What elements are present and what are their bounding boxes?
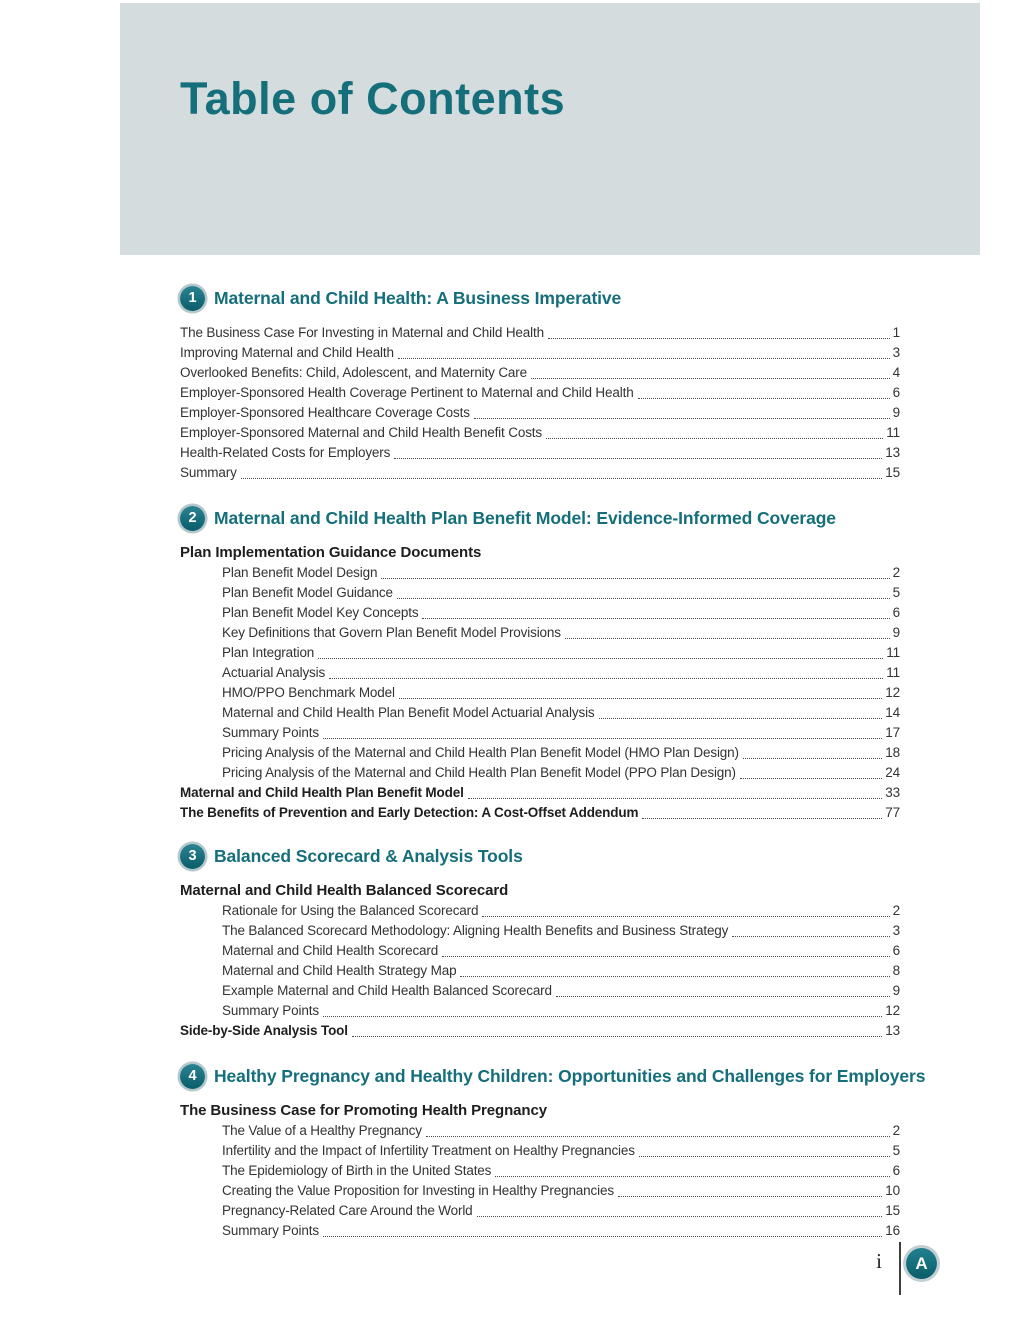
section-number-badge: 2 <box>180 506 205 531</box>
dot-leader <box>422 618 889 619</box>
toc-entry-page: 9 <box>892 983 900 998</box>
toc-entry <box>180 463 900 483</box>
toc-entry-label: Employer-Sponsored Maternal and Child Health Benefit Costs <box>180 425 542 440</box>
section-rows <box>180 1101 900 1241</box>
toc-entry-page: 3 <box>892 345 900 360</box>
toc-entry <box>180 1141 900 1161</box>
dot-leader <box>352 1036 882 1037</box>
toc-entry-page: 14 <box>885 705 900 720</box>
toc-entry-label: Maternal and Child Health Plan Benefit Model Actuarial Analysis <box>222 705 595 720</box>
toc-entry <box>180 683 900 703</box>
toc-entry <box>180 723 900 743</box>
toc-entry-label: Plan Benefit Model Design <box>222 565 378 580</box>
toc-entry-label: Creating the Value Proposition for Investing in Healthy Pregnancies <box>222 1183 614 1198</box>
toc-entry-label: Maternal and Child Health Scorecard <box>222 943 439 958</box>
toc-entry-page: 5 <box>892 1143 900 1158</box>
dot-leader <box>474 418 890 419</box>
toc-entry-label: Maternal and Child Health Plan Benefit Model <box>180 785 464 800</box>
dot-leader <box>565 638 890 639</box>
toc-entry-label: Plan Benefit Model Guidance <box>222 585 393 600</box>
toc-entry <box>180 783 900 803</box>
section-heading <box>180 843 900 869</box>
toc-entry <box>180 583 900 603</box>
dot-leader <box>743 758 882 759</box>
toc-entry-page: 11 <box>886 645 900 660</box>
toc-entry-page: 9 <box>892 625 900 640</box>
toc-entry <box>180 1021 900 1041</box>
footer-divider <box>899 1242 901 1295</box>
toc-entry-label: HMO/PPO Benchmark Model <box>222 685 395 700</box>
section-rows <box>180 881 900 1041</box>
toc-entry-label: The Benefits of Prevention and Early Detection: A Cost-Offset Addendum <box>180 805 639 820</box>
toc-entry-label: Pregnancy-Related Care Around the World <box>222 1203 473 1218</box>
toc-entry-label: Plan Integration <box>222 645 315 660</box>
dot-leader <box>556 996 890 997</box>
toc-entry-page: 1 <box>892 325 900 340</box>
dot-leader <box>426 1136 890 1137</box>
toc-entry <box>180 1121 900 1141</box>
toc-entry-label: Summary Points <box>222 725 319 740</box>
toc-section-1 <box>180 285 900 483</box>
dot-leader <box>397 598 890 599</box>
toc-entry <box>180 941 900 961</box>
toc-entry <box>180 1221 900 1241</box>
toc-entry <box>180 1001 900 1021</box>
toc-entry <box>180 563 900 583</box>
toc-entry-page: 18 <box>885 745 900 760</box>
toc-entry <box>180 1201 900 1221</box>
section-rows <box>180 323 900 483</box>
toc-entry <box>180 1161 900 1181</box>
section-number-badge: 1 <box>180 286 205 311</box>
section-heading <box>180 285 900 311</box>
toc-section-3 <box>180 843 900 1041</box>
toc-section-4 <box>180 1063 926 1241</box>
dot-leader <box>442 956 890 957</box>
toc-subheading: Plan Implementation Guidance Documents <box>180 544 482 561</box>
dot-leader <box>548 338 890 339</box>
toc-entry-page: 3 <box>892 923 900 938</box>
toc-entry <box>180 423 900 443</box>
toc-entry-label: Side-by-Side Analysis Tool <box>180 1023 348 1038</box>
toc-entry-label: Actuarial Analysis <box>222 665 326 680</box>
toc-entry-label: Infertility and the Impact of Infertility Treatment on Healthy Pregnancies <box>222 1143 635 1158</box>
toc-entry-page: 13 <box>885 445 900 460</box>
dot-leader <box>477 1216 883 1217</box>
dot-leader <box>329 678 883 679</box>
dot-leader <box>318 658 883 659</box>
toc-entry-label: Pricing Analysis of the Maternal and Child Health Plan Benefit Model (HMO Plan Design) <box>222 745 739 760</box>
toc-entry-label: Overlooked Benefits: Child, Adolescent, and Maternity Care <box>180 365 527 380</box>
toc-entry-label: Rationale for Using the Balanced Scorecard <box>222 903 479 918</box>
section-title: Maternal and Child Health Plan Benefit Model: Evidence-Informed Coverage <box>214 507 836 528</box>
dot-leader <box>642 818 882 819</box>
toc-subheading: Maternal and Child Health Balanced Scorecard <box>180 882 509 899</box>
dot-leader <box>599 718 883 719</box>
toc-subheading: The Business Case for Promoting Health Pregnancy <box>180 1102 547 1119</box>
toc-entry-page: 17 <box>885 725 900 740</box>
toc-entry <box>180 643 900 663</box>
toc-entry <box>180 363 900 383</box>
toc-entry-label: The Value of a Healthy Pregnancy <box>222 1123 422 1138</box>
toc-entry-page: 6 <box>892 1163 900 1178</box>
toc-entry <box>180 443 900 463</box>
section-title: Balanced Scorecard & Analysis Tools <box>214 845 523 866</box>
toc-entry-page: 2 <box>892 565 900 580</box>
dot-leader <box>546 438 883 439</box>
dot-leader <box>482 916 889 917</box>
toc-entry <box>180 343 900 363</box>
toc-entry <box>180 901 900 921</box>
toc-entry-page: 6 <box>892 385 900 400</box>
toc-entry <box>180 961 900 981</box>
toc-entry <box>180 703 900 723</box>
toc-entry <box>180 1181 900 1201</box>
toc-entry-label: Summary <box>180 465 237 480</box>
toc-entry-page: 33 <box>885 785 900 800</box>
section-number-badge: 4 <box>180 1064 205 1089</box>
dot-leader <box>618 1196 882 1197</box>
dot-leader <box>531 378 890 379</box>
toc-entry-page: 77 <box>885 805 900 820</box>
toc-entry-page: 15 <box>885 1203 900 1218</box>
toc-entry-label: The Balanced Scorecard Methodology: Aligning Health Benefits and Business Strategy <box>222 923 729 938</box>
toc-entry-page: 6 <box>892 605 900 620</box>
toc-entry-label: The Epidemiology of Birth in the United States <box>222 1163 492 1178</box>
dot-leader <box>638 398 890 399</box>
brand-logo-letter: A <box>915 1253 928 1273</box>
toc-entry-label: Summary Points <box>222 1003 319 1018</box>
toc-entry <box>180 603 900 623</box>
toc-entry-label: Employer-Sponsored Health Coverage Pertinent to Maternal and Child Health <box>180 385 634 400</box>
toc-entry-page: 10 <box>885 1183 900 1198</box>
toc-entry-page: 8 <box>892 963 900 978</box>
dot-leader <box>241 478 883 479</box>
footer-page-number: i <box>876 1249 882 1273</box>
toc-entry-page: 16 <box>885 1223 900 1238</box>
dot-leader <box>639 1156 890 1157</box>
toc-entry-page: 24 <box>885 765 900 780</box>
dot-leader <box>460 976 889 977</box>
brand-logo-badge <box>906 1248 937 1279</box>
dot-leader <box>398 358 890 359</box>
section-number-badge: 3 <box>180 844 205 869</box>
toc-entry-page: 11 <box>886 665 900 680</box>
toc-entry-page: 15 <box>885 465 900 480</box>
dot-leader <box>399 698 882 699</box>
toc-entry <box>180 743 900 763</box>
toc-entry-page: 12 <box>885 685 900 700</box>
toc-entry-page: 13 <box>885 1023 900 1038</box>
toc-entry-page: 4 <box>892 365 900 380</box>
section-rows <box>180 543 900 823</box>
toc-entry-label: Key Definitions that Govern Plan Benefit Model Provisions <box>222 625 561 640</box>
dot-leader <box>323 1016 882 1017</box>
section-heading <box>180 1063 926 1089</box>
toc-entry-label: Health-Related Costs for Employers <box>180 445 391 460</box>
dot-leader <box>381 578 889 579</box>
toc-entry-label: Summary Points <box>222 1223 319 1238</box>
toc-entry <box>180 623 900 643</box>
dot-leader <box>323 738 882 739</box>
dot-leader <box>394 458 882 459</box>
toc-entry-label: Maternal and Child Health Strategy Map <box>222 963 457 978</box>
toc-entry-label: Employer-Sponsored Healthcare Coverage Costs <box>180 405 470 420</box>
dot-leader <box>732 936 889 937</box>
toc-entry-page: 2 <box>892 903 900 918</box>
toc-section-2 <box>180 505 900 823</box>
toc-entry-page: 12 <box>885 1003 900 1018</box>
toc-entry <box>180 323 900 343</box>
dot-leader <box>468 798 883 799</box>
toc-entry-page: 2 <box>892 1123 900 1138</box>
dot-leader <box>495 1176 889 1177</box>
toc-entry-label: The Business Case For Investing in Maternal and Child Health <box>180 325 544 340</box>
toc-entry <box>180 663 900 683</box>
toc-entry-page: 5 <box>892 585 900 600</box>
toc-entry-label: Example Maternal and Child Health Balanced Scorecard <box>222 983 552 998</box>
dot-leader <box>740 778 882 779</box>
toc-entry <box>180 803 900 823</box>
toc-entry <box>180 383 900 403</box>
section-title: Healthy Pregnancy and Healthy Children: Opportunities and Challenges for Employers <box>214 1065 926 1086</box>
dot-leader <box>323 1236 882 1237</box>
toc-entry-page: 11 <box>886 425 900 440</box>
section-heading <box>180 505 900 531</box>
toc-entry <box>180 763 900 783</box>
toc-entry-label: Plan Benefit Model Key Concepts <box>222 605 419 620</box>
toc-entry-page: 9 <box>892 405 900 420</box>
toc-entry <box>180 981 900 1001</box>
page-title: Table of Contents <box>180 73 566 124</box>
toc-entry-label: Pricing Analysis of the Maternal and Child Health Plan Benefit Model (PPO Plan Design) <box>222 765 736 780</box>
toc-entry <box>180 921 900 941</box>
toc-entry <box>180 403 900 423</box>
toc-entry-page: 6 <box>892 943 900 958</box>
header-banner <box>120 3 980 255</box>
toc-entry-label: Improving Maternal and Child Health <box>180 345 394 360</box>
section-title: Maternal and Child Health: A Business Imperative <box>214 287 622 308</box>
